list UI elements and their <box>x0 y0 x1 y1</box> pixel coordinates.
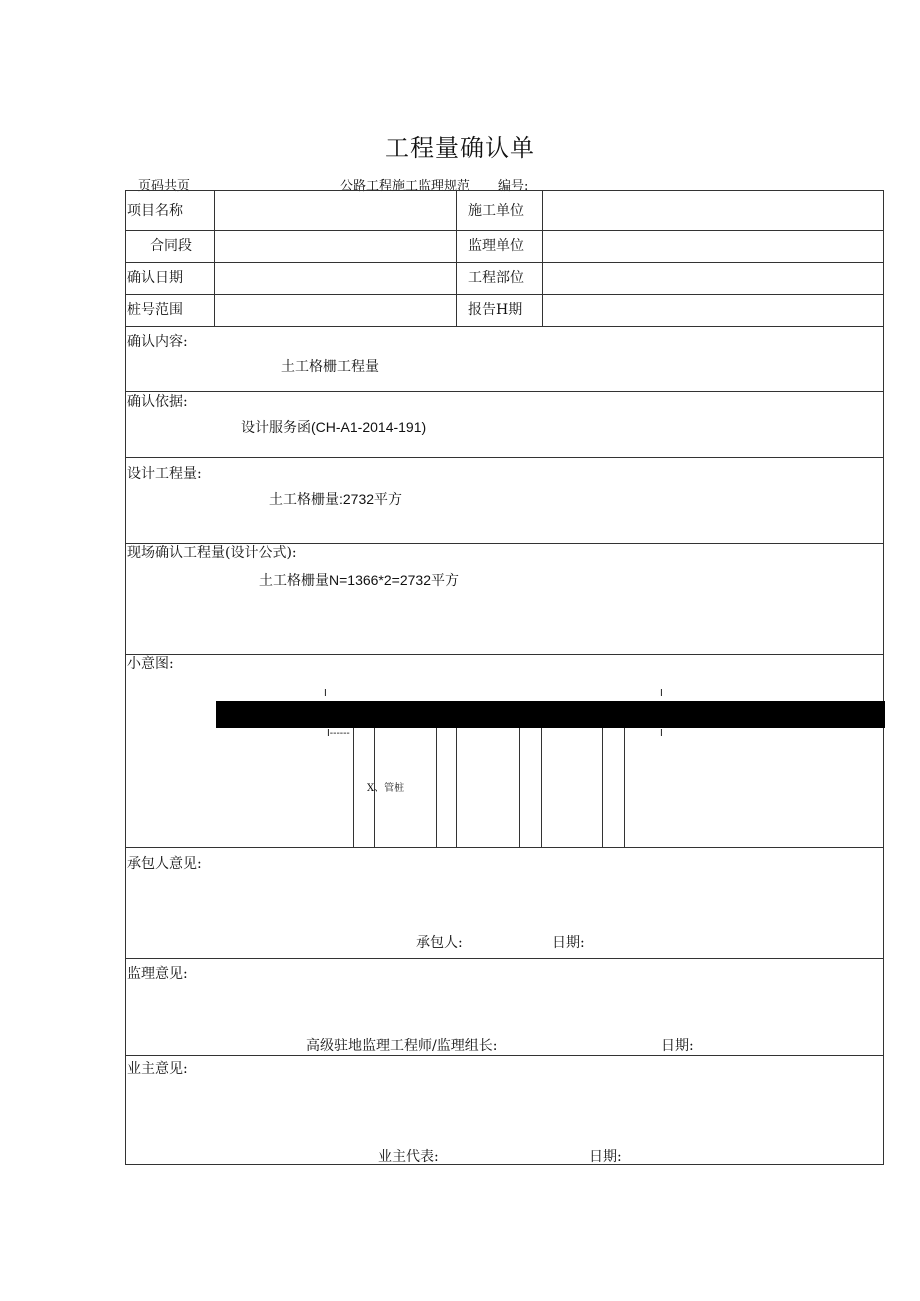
confirm-content-label: 确认内容: <box>127 334 188 350</box>
contractor-signer-label: 承包人: <box>416 935 463 951</box>
confirmation-form <box>125 190 884 1165</box>
site-qty-value: 土工格栅量N=1366*2=2732平方 <box>259 572 459 588</box>
sketch-pile-line <box>436 728 437 847</box>
contractor-opinion-label: 承包人意见: <box>127 856 202 872</box>
owner-opinion-label: 业主意见: <box>127 1061 188 1077</box>
owner-date-label: 日期: <box>589 1149 622 1165</box>
sketch-tick-top-left: I <box>324 688 327 699</box>
owner-signer-label: 业主代表: <box>378 1149 439 1165</box>
report-date-label: 报告H期 <box>468 302 523 318</box>
sketch-tick-bottom-right: I <box>660 728 663 739</box>
confirm-basis-value: 设计服务函(CH-A1-2014-191) <box>241 419 427 435</box>
contract-section-label: 合同段 <box>150 238 192 254</box>
supervisor-opinion-label: 监理意见: <box>127 966 188 982</box>
site-qty-label: 现场确认工程量(设计公式): <box>127 545 297 561</box>
spec-label: 公路工程施工监理规范 <box>340 179 471 194</box>
work-location-label: 工程部位 <box>468 270 524 286</box>
document-title: 工程量确认单 <box>385 134 535 162</box>
sketch-pile-line <box>353 728 354 847</box>
confirm-basis-label: 确认依据: <box>127 394 188 410</box>
contractor-date-label: 日期: <box>552 935 585 951</box>
sketch-pile-line <box>624 728 625 847</box>
page-count-label: 页码共页 <box>138 179 191 194</box>
sketch-label: 小意图: <box>127 656 174 672</box>
project-name-label: 项目名称 <box>127 203 183 219</box>
sketch-pile-line <box>541 728 542 847</box>
design-qty-label: 设计工程量: <box>127 466 202 482</box>
station-range-label: 桩号范围 <box>127 302 183 318</box>
sketch-pile-line <box>602 728 603 847</box>
sketch-pipe-pile-label: X、管桩 <box>367 783 405 794</box>
construction-unit-label: 施工单位 <box>468 203 524 219</box>
supervision-unit-label: 监理单位 <box>468 238 524 254</box>
number-label: 编号: <box>498 179 529 194</box>
confirm-content-value: 土工格栅工程量 <box>281 359 379 375</box>
supervisor-date-label: 日期: <box>661 1038 694 1054</box>
sketch-tick-top-right: I <box>660 688 663 699</box>
confirm-date-label: 确认日期 <box>127 270 183 286</box>
supervisor-signer-label: 高级驻地监理工程师/监理组长: <box>306 1038 498 1054</box>
sketch-pile-line <box>519 728 520 847</box>
sketch-road-bar <box>216 701 885 728</box>
design-qty-value: 土工格栅量:2732平方 <box>269 491 403 507</box>
sketch-dash-label: I------ <box>327 728 350 739</box>
sketch-pile-line <box>456 728 457 847</box>
